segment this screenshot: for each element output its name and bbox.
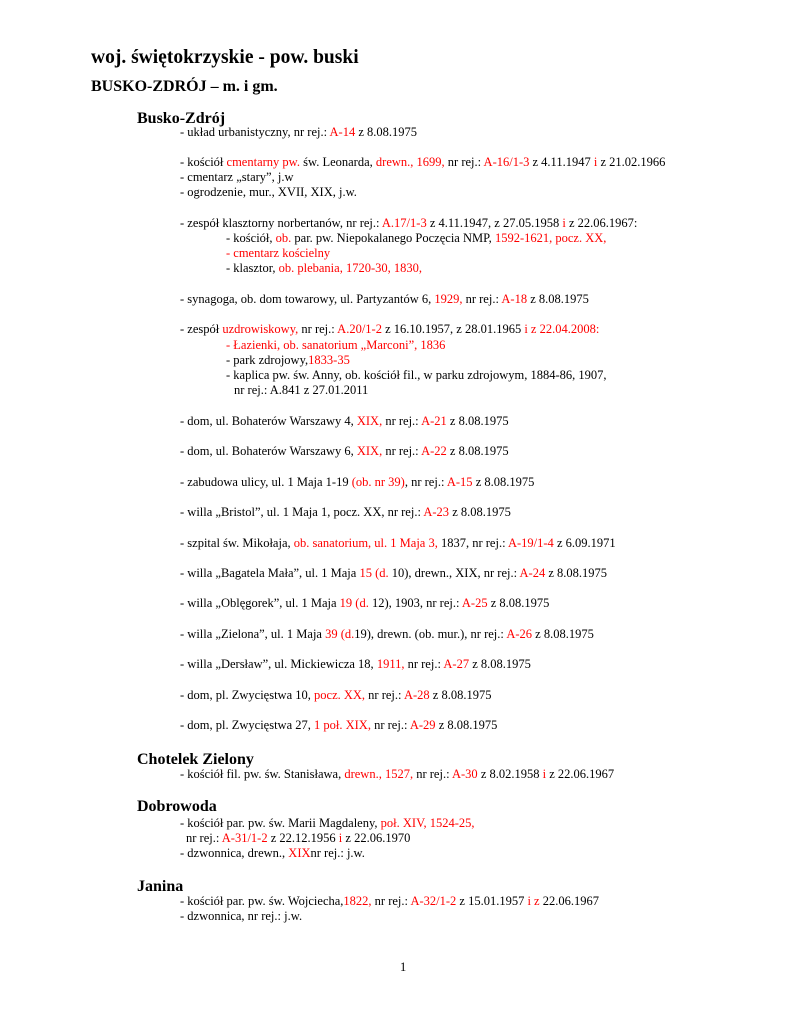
entry-subline: - kaplica pw. św. Anny, ob. kościół fil., w parku zdrojowym, 1884-86, 1907,: [226, 368, 607, 382]
entry-line: - willa „Bagatela Mała”, ul. 1 Maja 15 (d. 10), drewn., XIX, nr rej.: A-24 z 8.08.1975: [180, 566, 608, 580]
entry-subline: - park zdrojowy,1833-35: [226, 353, 350, 367]
entry-line: - zespół uzdrowiskowy, nr rej.: A.20/1-2 z 16.10.1957, z 28.01.1965 i z 22.04.2008:: [180, 322, 600, 336]
section-heading-chotelek: Chotelek Zielony: [137, 751, 254, 768]
entry-subline: - kościół, ob. par. pw. Niepokalanego Poczęcia NMP, 1592-1621, pocz. XX,: [226, 231, 607, 245]
entry-line: - układ urbanistyczny, nr rej.: A-14 z 8.08.1975: [180, 125, 418, 139]
entry-line: - kościół fil. pw. św. Stanisława, drewn., 1527, nr rej.: A-30 z 8.02.1958 i z 22.06.1967: [180, 767, 615, 781]
section-heading-dobrowoda: Dobrowoda: [137, 798, 217, 815]
entry-line: - willa „Zielona”, ul. 1 Maja 39 (d.19), drewn. (ob. mur.), nr rej.: A-26 z 8.08.1975: [180, 627, 594, 641]
entry-line: - synagoga, ob. dom towarowy, ul. Partyzantów 6, 1929, nr rej.: A-18 z 8.08.1975: [180, 292, 589, 306]
page-subtitle: BUSKO-ZDRÓJ – m. i gm.: [91, 78, 278, 95]
entry-line: - dzwonnica, nr rej.: j.w.: [180, 909, 303, 923]
entry-line: - dom, ul. Bohaterów Warszawy 6, XIX, nr rej.: A-22 z 8.08.1975: [180, 444, 509, 458]
entry-line: - cmentarz „stary”, j.w: [180, 170, 294, 184]
entry-line: - szpital św. Mikołaja, ob. sanatorium, ul. 1 Maja 3, 1837, nr rej.: A-19/1-4 z 6.09.1971: [180, 536, 616, 550]
entry-line: - dom, ul. Bohaterów Warszawy 4, XIX, nr rej.: A-21 z 8.08.1975: [180, 414, 509, 428]
entry-line: - ogrodzenie, mur., XVII, XIX, j.w.: [180, 185, 357, 199]
entry-line: - kościół par. pw. św. Marii Magdaleny, poł. XIV, 1524-25,: [180, 816, 475, 830]
entry-line: - dzwonnica, drewn., XIXnr rej.: j.w.: [180, 846, 365, 860]
section-heading-janina: Janina: [137, 878, 184, 895]
page-title: woj. świętokrzyskie - pow. buski: [91, 47, 359, 68]
entry-line: - zespół klasztorny norbertanów, nr rej.: A.17/1-3 z 4.11.1947, z 27.05.1958 i z 22.06.1967:: [180, 216, 638, 230]
section-heading-busko: Busko-Zdrój: [137, 110, 226, 127]
entry-subline: - klasztor, ob. plebania, 1720-30, 1830,: [226, 261, 422, 275]
entry-line: - dom, pl. Zwycięstwa 10, pocz. XX, nr rej.: A-28 z 8.08.1975: [180, 688, 492, 702]
entry-line: - willa „Dersław”, ul. Mickiewicza 18, 1911, nr rej.: A-27 z 8.08.1975: [180, 657, 531, 671]
entry-line: - zabudowa ulicy, ul. 1 Maja 1-19 (ob. nr 39), nr rej.: A-15 z 8.08.1975: [180, 475, 535, 489]
entry-line: - kościół cmentarny pw. św. Leonarda, drewn., 1699, nr rej.: A-16/1-3 z 4.11.1947 i z 21.02.1966: [180, 155, 666, 169]
entry-line: - willa „Bristol”, ul. 1 Maja 1, pocz. XX, nr rej.: A-23 z 8.08.1975: [180, 505, 511, 519]
entry-subline: nr rej.: A.841 z 27.01.2011: [234, 383, 369, 397]
page-number: 1: [400, 960, 407, 974]
entry-line: nr rej.: A-31/1-2 z 22.12.1956 i z 22.06.1970: [186, 831, 411, 845]
entry-line: - kościół par. pw. św. Wojciecha,1822, nr rej.: A-32/1-2 z 15.01.1957 i z 22.06.1967: [180, 894, 599, 908]
entry-subline: - cmentarz kościelny: [226, 246, 331, 260]
entry-line: - dom, pl. Zwycięstwa 27, 1 poł. XIX, nr rej.: A-29 z 8.08.1975: [180, 718, 498, 732]
entry-subline: - Łazienki, ob. sanatorium „Marconi”, 1836: [226, 338, 446, 352]
entry-line: - willa „Oblęgorek”, ul. 1 Maja 19 (d. 12), 1903, nr rej.: A-25 z 8.08.1975: [180, 596, 550, 610]
